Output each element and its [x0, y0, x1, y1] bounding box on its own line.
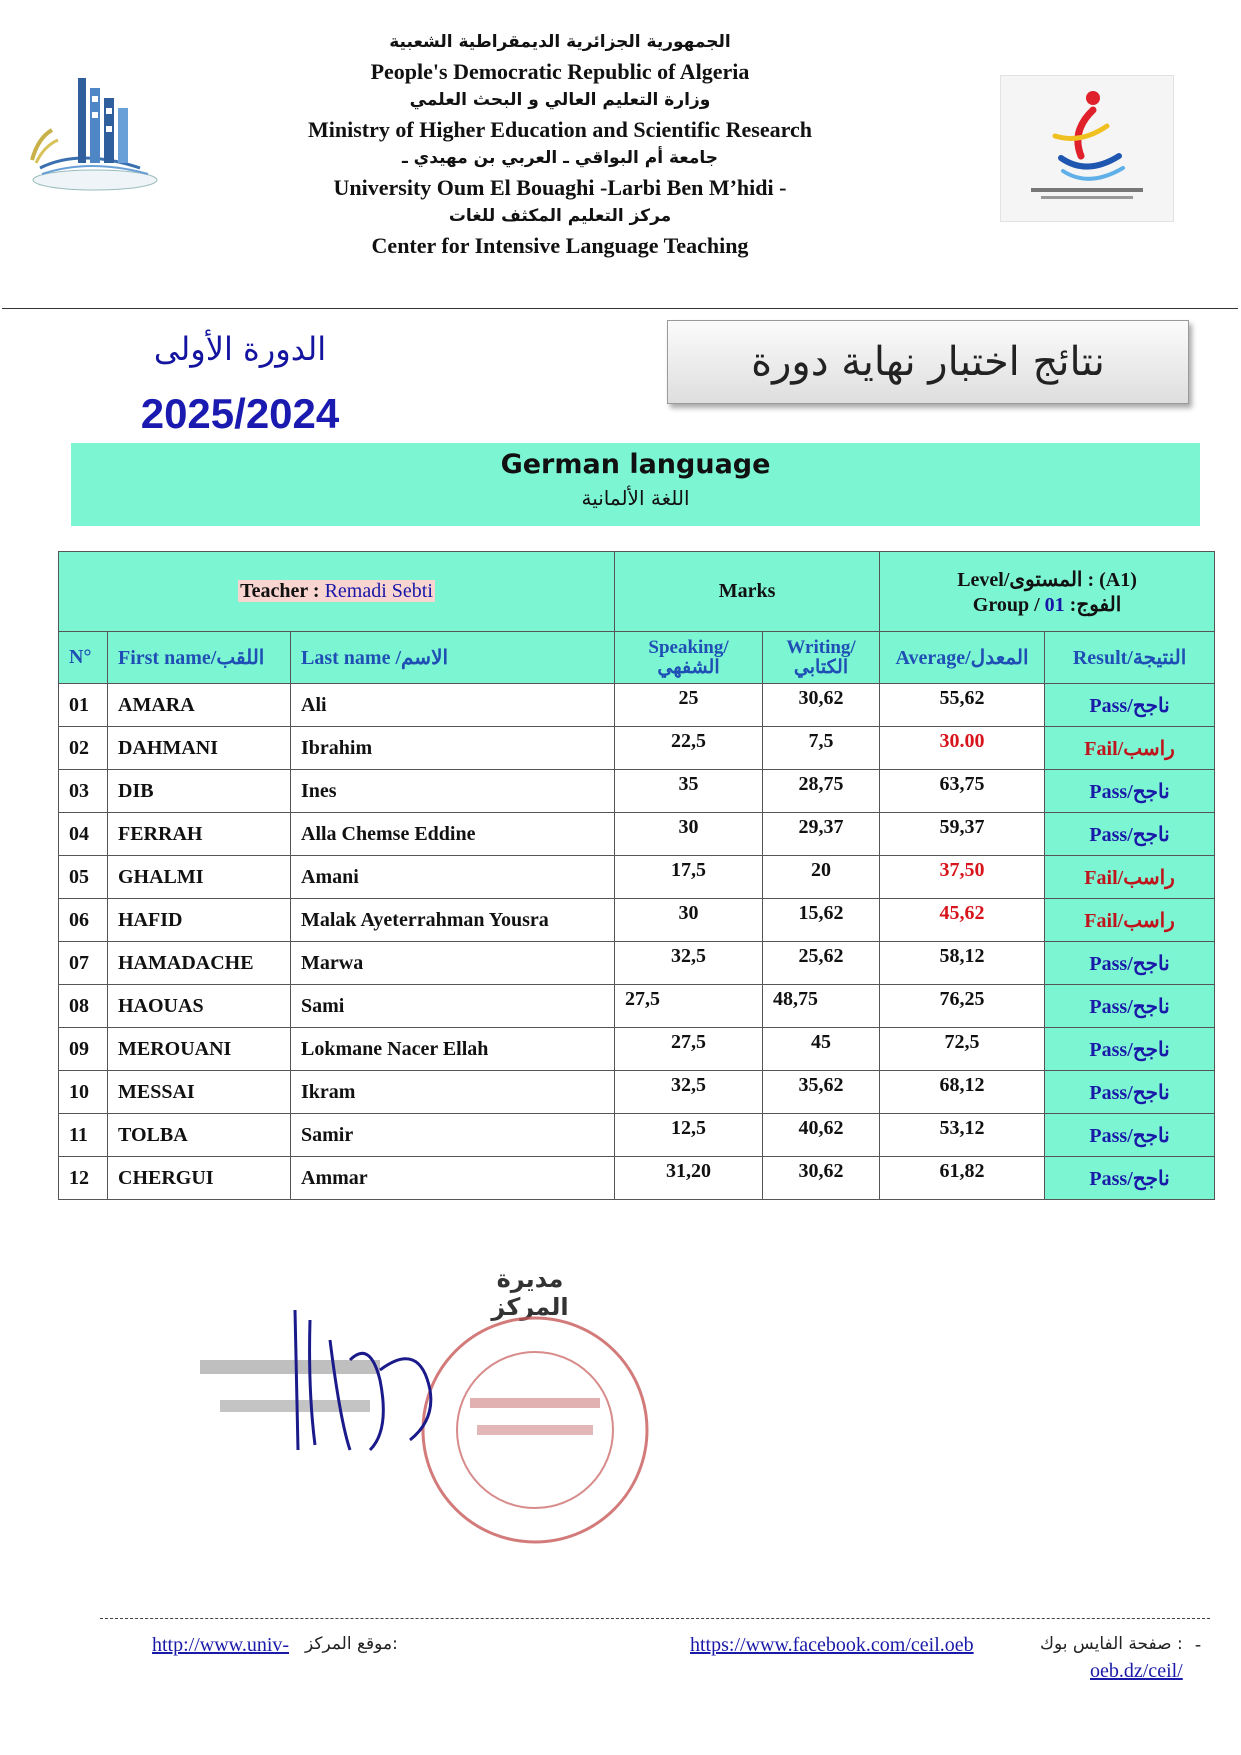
row-no: 08 [59, 985, 108, 1028]
row-result: Pass/ناجح [1045, 770, 1215, 813]
row-last-name: Ali [291, 684, 615, 727]
row-first-name: CHERGUI [108, 1157, 291, 1200]
row-writing: 40,62 [763, 1114, 880, 1157]
row-last-name: Ibrahim [291, 727, 615, 770]
results-table [58, 551, 1215, 1200]
center-ar: مركز التعليم المكثف للغات [448, 206, 672, 226]
row-first-name: DIB [108, 770, 291, 813]
row-average: 72,5 [880, 1028, 1045, 1071]
university-logo-icon [20, 68, 170, 198]
row-last-name: Sami [291, 985, 615, 1028]
row-result: Pass/ناجح [1045, 1028, 1215, 1071]
university-ar: جامعة أم البواقي ـ العربي بن مهيدي ـ [401, 148, 719, 168]
row-last-name: Ikram [291, 1071, 615, 1114]
row-writing: 30,62 [763, 1157, 880, 1200]
table-row [59, 1114, 1215, 1157]
row-average: 55,62 [880, 684, 1045, 727]
row-no: 09 [59, 1028, 108, 1071]
row-average: 61,82 [880, 1157, 1045, 1200]
row-first-name: MESSAI [108, 1071, 291, 1114]
row-first-name: AMARA [108, 684, 291, 727]
row-no: 12 [59, 1157, 108, 1200]
row-no: 04 [59, 813, 108, 856]
session-label: الدورة الأولى [153, 330, 327, 368]
row-writing: 7,5 [763, 727, 880, 770]
university-en: University Oum El Bouaghi -Larbi Ben M’hidi - [333, 175, 787, 200]
row-first-name: HAFID [108, 899, 291, 942]
row-speaking: 12,5 [615, 1114, 763, 1157]
row-first-name: HAOUAS [108, 985, 291, 1028]
row-average: 63,75 [880, 770, 1045, 813]
language-banner [71, 443, 1200, 526]
table-row [59, 942, 1215, 985]
row-speaking: 31,20 [615, 1157, 763, 1200]
row-last-name: Malak Ayeterrahman Yousra [291, 899, 615, 942]
row-first-name: MEROUANI [108, 1028, 291, 1071]
row-writing: 15,62 [763, 899, 880, 942]
table-row [59, 1028, 1215, 1071]
row-average: 30.00 [880, 727, 1045, 770]
row-result: Pass/ناجح [1045, 1114, 1215, 1157]
row-no: 07 [59, 942, 108, 985]
row-average: 58,12 [880, 942, 1045, 985]
group-label: Group / الفوج: [972, 593, 1122, 616]
row-result: Fail/راسب [1045, 856, 1215, 899]
row-writing: 35,62 [763, 1071, 880, 1114]
row-speaking: 32,5 [615, 942, 763, 985]
language-en: German language [500, 449, 771, 480]
row-first-name: DAHMANI [108, 727, 291, 770]
row-last-name: Ammar [291, 1157, 615, 1200]
center-logo-icon [1000, 75, 1174, 222]
handwritten-signature-icon [180, 1300, 510, 1480]
row-speaking: 30 [615, 813, 763, 856]
row-result: Pass/ناجح [1045, 1071, 1215, 1114]
table-row [59, 684, 1215, 727]
level-group-cell [880, 552, 1215, 632]
row-last-name: Ines [291, 770, 615, 813]
footer-dash-marker: - [1195, 1634, 1201, 1654]
row-first-name: GHALMI [108, 856, 291, 899]
row-average: 53,12 [880, 1114, 1045, 1157]
table-row [59, 1157, 1215, 1200]
row-last-name: Alla Chemse Eddine [291, 813, 615, 856]
col-result: Result/النتيجة [1045, 632, 1215, 684]
row-first-name: HAMADACHE [108, 942, 291, 985]
results-title-box [667, 320, 1189, 404]
row-last-name: Amani [291, 856, 615, 899]
row-result: Pass/ناجح [1045, 942, 1215, 985]
table-row [59, 813, 1215, 856]
republic-en: People's Democratic Republic of Algeria [370, 59, 750, 84]
row-speaking: 22,5 [615, 727, 763, 770]
row-no: 05 [59, 856, 108, 899]
col-speaking: Speaking/ الشفهي [615, 632, 763, 684]
facebook-label: صفحة الفايس بوك : [1040, 1634, 1183, 1654]
ministry-en: Ministry of Higher Education and Scientific Research [308, 117, 812, 142]
row-average: 68,12 [880, 1071, 1045, 1114]
row-speaking: 35 [615, 770, 763, 813]
row-result: Pass/ناجح [1045, 985, 1215, 1028]
row-result: Fail/راسب [1045, 727, 1215, 770]
site-label: موقع المركز: [305, 1634, 398, 1654]
row-speaking: 32,5 [615, 1071, 763, 1114]
row-writing: 29,37 [763, 813, 880, 856]
row-writing: 30,62 [763, 684, 880, 727]
row-last-name: Lokmane Nacer Ellah [291, 1028, 615, 1071]
facebook-link[interactable]: https://www.facebook.com/ceil.oeb [690, 1634, 974, 1656]
col-no: N° [59, 632, 108, 684]
row-result: Pass/ناجح [1045, 684, 1215, 727]
row-first-name: TOLBA [108, 1114, 291, 1157]
row-result: Pass/ناجح [1045, 813, 1215, 856]
row-writing: 45 [763, 1028, 880, 1071]
center-en: Center for Intensive Language Teaching [371, 233, 749, 258]
marks-header: Marks [615, 552, 880, 632]
row-no: 11 [59, 1114, 108, 1157]
row-result: Pass/ناجح [1045, 1157, 1215, 1200]
row-speaking: 27,5 [615, 1028, 763, 1071]
col-writing: Writing/ الكتابي [763, 632, 880, 684]
session-year: 2025/2024 [140, 390, 340, 437]
column-header-row [59, 632, 1215, 684]
col-last-name: Last name /الاسم [291, 632, 615, 684]
table-row [59, 985, 1215, 1028]
group-value: 01 [1044, 593, 1065, 616]
signature-title: مديرة المركز [491, 1265, 569, 1321]
row-first-name: FERRAH [108, 813, 291, 856]
language-ar: اللغة الألمانية [581, 486, 690, 510]
row-no: 10 [59, 1071, 108, 1114]
ministry-ar: وزارة التعليم العالي و البحث العلمي [409, 90, 711, 110]
row-writing: 20 [763, 856, 880, 899]
table-row [59, 1071, 1215, 1114]
row-average: 37,50 [880, 856, 1045, 899]
table-row [59, 856, 1215, 899]
level-label: Level/المستوى : (A1) [957, 568, 1137, 591]
row-last-name: Samir [291, 1114, 615, 1157]
row-no: 01 [59, 684, 108, 727]
table-row [59, 770, 1215, 813]
col-first-name: First name/اللقب [108, 632, 291, 684]
table-row [59, 727, 1215, 770]
teacher-cell [59, 552, 615, 632]
header-rule [2, 308, 1238, 309]
col-average: Average/المعدل [880, 632, 1045, 684]
row-no: 02 [59, 727, 108, 770]
row-speaking: 27,5 [615, 985, 763, 1028]
row-writing: 25,62 [763, 942, 880, 985]
teacher-label: Teacher : [240, 580, 325, 602]
letterhead [240, 28, 880, 260]
row-speaking: 25 [615, 684, 763, 727]
results-title: نتائج اختبار نهاية دورة [751, 339, 1105, 385]
row-last-name: Marwa [291, 942, 615, 985]
republic-ar: الجمهورية الجزائرية الديمقراطية الشعبية [389, 32, 731, 52]
row-average: 45,62 [880, 899, 1045, 942]
table-top-header [59, 552, 1215, 632]
row-result: Fail/راسب [1045, 899, 1215, 942]
row-speaking: 30 [615, 899, 763, 942]
row-average: 76,25 [880, 985, 1045, 1028]
row-writing: 48,75 [763, 985, 880, 1028]
row-writing: 28,75 [763, 770, 880, 813]
site-link-part2[interactable]: oeb.dz/ceil/ [1090, 1660, 1183, 1682]
row-no: 06 [59, 899, 108, 942]
row-speaking: 17,5 [615, 856, 763, 899]
table-row [59, 899, 1215, 942]
row-average: 59,37 [880, 813, 1045, 856]
site-link-part1[interactable]: http://www.univ- [152, 1634, 290, 1656]
row-no: 03 [59, 770, 108, 813]
footer-rule [100, 1618, 1210, 1619]
teacher-name: Remadi Sebti [324, 580, 433, 602]
